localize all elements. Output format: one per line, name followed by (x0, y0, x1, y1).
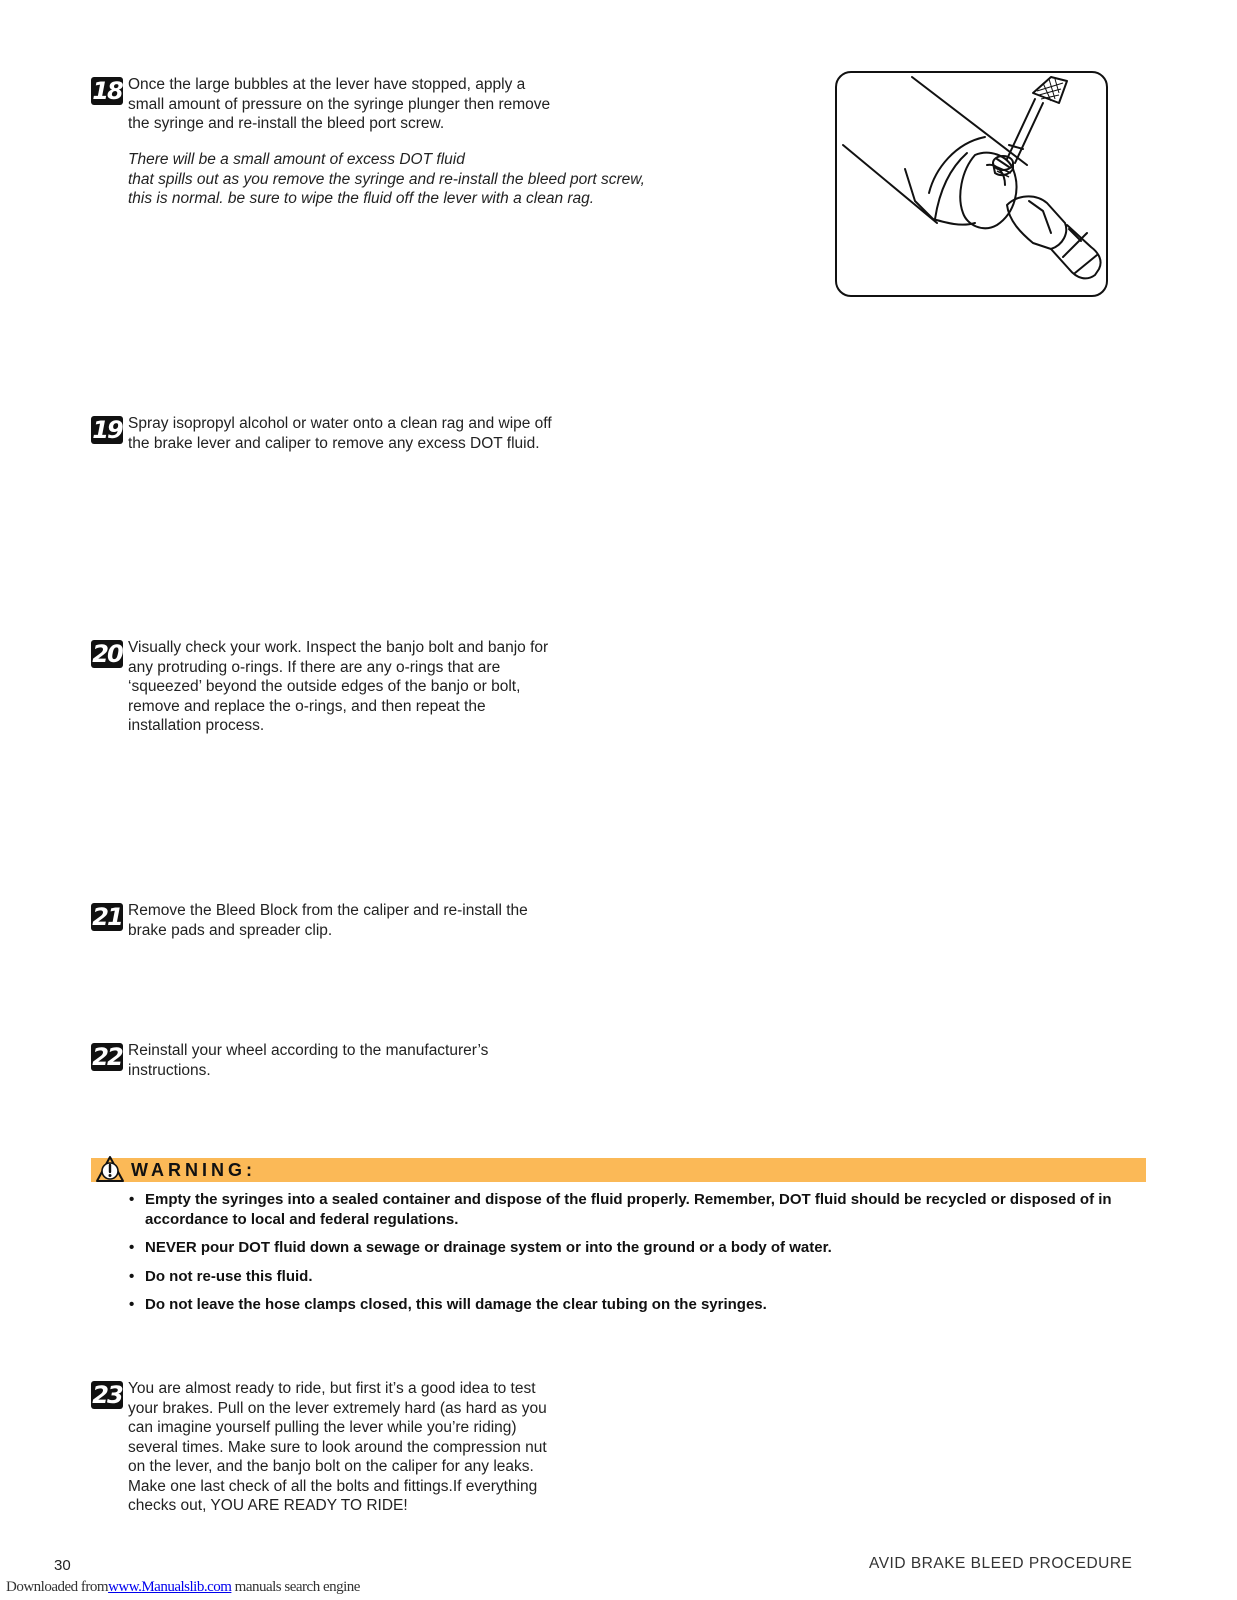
step-text: Visually check your work. Inspect the banjo bolt and banjo for any protruding o-rings. If there are any o-rings that are ‘squeezed’ beyond the outside edges of the banjo or bolt, remove and replace the o-rings, and then repeat the installation process. (128, 639, 549, 734)
warning-title: WARNING: (131, 1160, 256, 1180)
warning-list (129, 1190, 1149, 1324)
download-suffix: manuals search engine (231, 1579, 360, 1595)
manualslib-link[interactable]: www.Manualslib.com (108, 1579, 232, 1595)
step-note: There will be a small amount of excess DOT fluid that spills out as you remove the syringe and re-install the bleed port screw, this is normal. be sure to wipe the fluid off the lever with a clean rag. (128, 151, 645, 207)
step-number-badge: 23 (92, 1381, 122, 1409)
brake-lever-screwdriver-illustration (837, 73, 1108, 297)
warning-item: • Do not leave the hose clamps closed, this will damage the clear tubing on the syringes. (129, 1295, 1149, 1315)
step-number-badge: 22 (92, 1043, 122, 1071)
step-number-badge: 18 (92, 77, 122, 105)
step-number-badge: 21 (92, 903, 122, 931)
brake-lever-illustration (835, 71, 1108, 297)
step-text: Reinstall your wheel according to the manufacturer’s instructions. (128, 1042, 489, 1079)
warning-icon (95, 1154, 125, 1184)
step-text: Once the large bubbles at the lever have stopped, apply a small amount of pressure on the syringe plunger then remove the syringe and re-install the bleed port screw. (128, 76, 551, 132)
download-prefix: Downloaded from (6, 1579, 109, 1595)
step-text: You are almost ready to ride, but first it’s a good idea to test your brakes. Pull on the lever extremely hard (as hard as you can imagine yourself pulling the lever while you’re riding) several times. Make sure to look around the compression nut on the lever, and the banjo bolt on the caliper for any leaks. Make one last check of all the bolts and fittings.If everything checks out, YOU ARE READY TO RIDE! (128, 1380, 547, 1514)
warning-item: • NEVER pour DOT fluid down a sewage or drainage system or into the ground or a body of water. (129, 1238, 1149, 1258)
download-credit (6, 1579, 360, 1596)
step-number-badge: 19 (92, 416, 122, 444)
warning-banner (91, 1158, 1146, 1182)
step-text: Spray isopropyl alcohol or water onto a clean rag and wipe off the brake lever and caliper to remove any excess DOT fluid. (128, 415, 552, 452)
warning-item: • Do not re-use this fluid. (129, 1267, 1149, 1287)
page-number: 30 (54, 1557, 71, 1574)
step-number-badge: 20 (92, 640, 122, 668)
warning-item: • Empty the syringes into a sealed container and dispose of the fluid properly. Remember, DOT fluid should be recycled or disposed of in accordance to local and federal regulations. (129, 1190, 1149, 1229)
footer-title: AVID BRAKE BLEED PROCEDURE (869, 1555, 1133, 1572)
step-text: Remove the Bleed Block from the caliper and re-install the brake pads and spreader clip. (128, 902, 528, 939)
